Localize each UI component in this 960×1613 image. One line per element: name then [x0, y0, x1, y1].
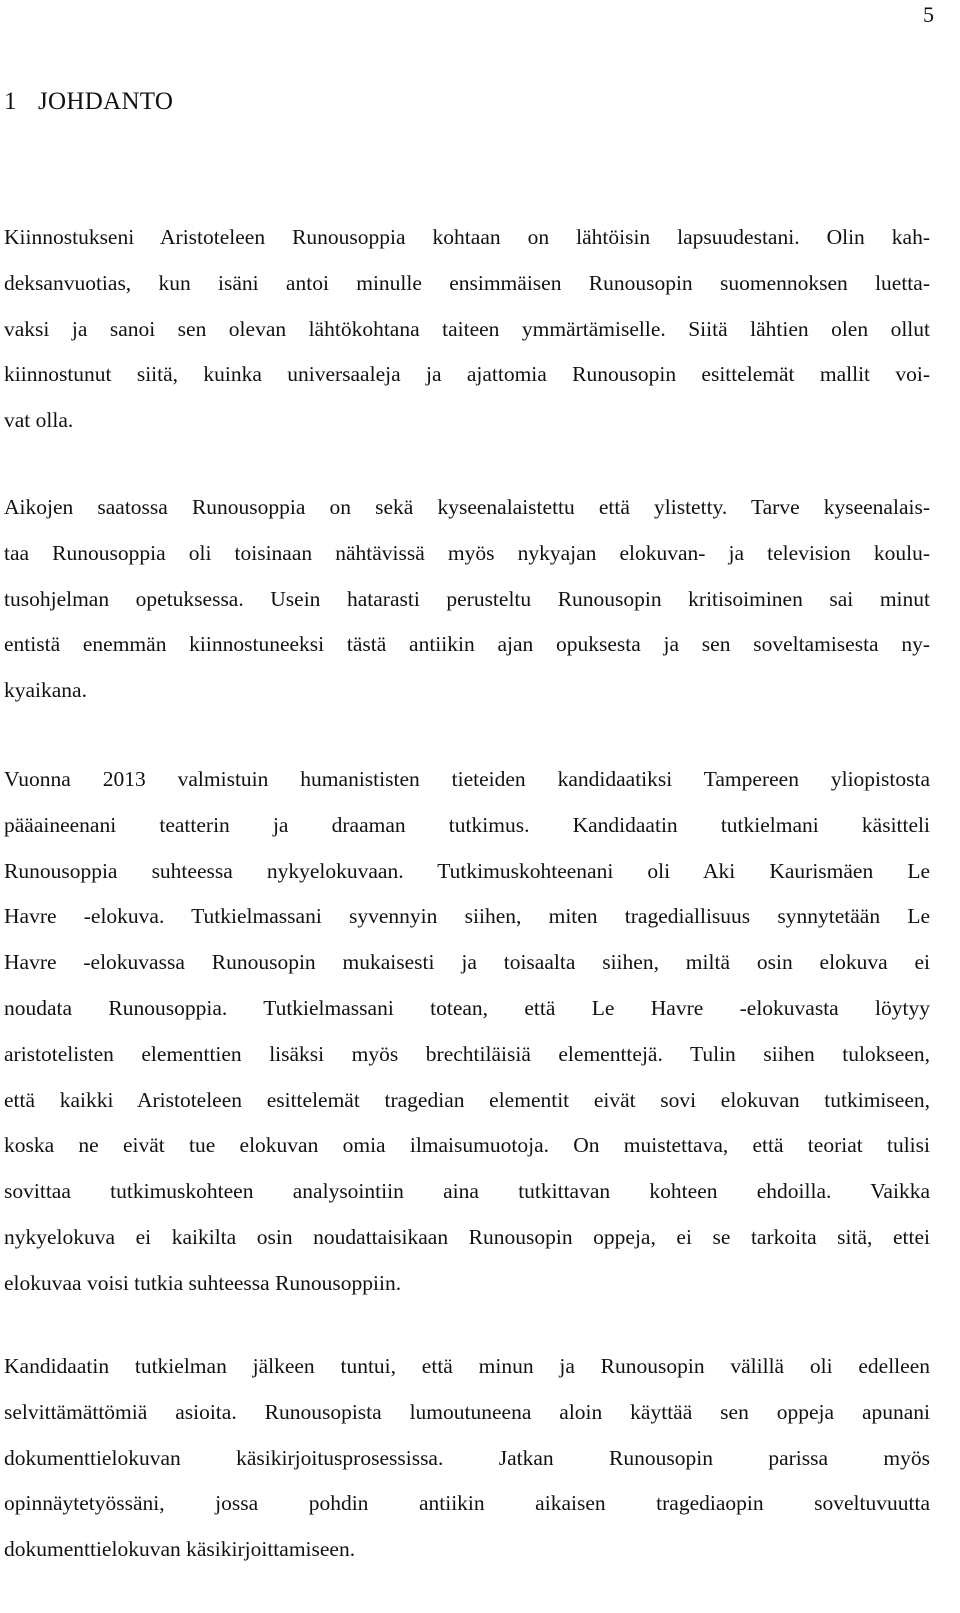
- text-line: että kaikki Aristoteleen esittelemät tragedian elementit eivät sovi elokuvan tutkimiseen,: [4, 1087, 930, 1112]
- text-line: Vuonna 2013 valmistuin humanististen tieteiden kandidaatiksi Tampereen yliopistosta: [4, 767, 930, 791]
- text-line: selvittämättömiä asioita. Runousopista lumoutuneena aloin käyttää sen oppeja apunani: [4, 1399, 930, 1424]
- text-line: koska ne eivät tue elokuvan omia ilmaisumuotoja. On muistettava, että teoriat tulisi: [4, 1133, 930, 1158]
- chapter-heading: [4, 86, 173, 118]
- text-line: dokumenttielokuvan käsikirjoittamiseen.: [4, 1537, 356, 1562]
- text-line: vat olla.: [4, 408, 74, 433]
- text-line: vaksi ja sanoi sen olevan lähtökohtana taiteen ymmärtämiselle. Siitä lähtien olen ollut: [4, 316, 930, 341]
- paragraph-4: [4, 1344, 930, 1573]
- text-line: Runousoppia suhteessa nykyelokuvaan. Tutkimuskohteenani oli Aki Kaurismäen Le: [4, 858, 930, 883]
- paragraph-3: [4, 757, 930, 1307]
- text-line: Kiinnostukseni Aristoteleen Runousoppia kohtaan on lähtöisin lapsuudestani. Olin kah-: [4, 225, 930, 249]
- text-line: noudata Runousoppia. Tutkielmassani totean, että Le Havre -elokuvasta löytyy: [4, 995, 930, 1020]
- text-line: kyaikana.: [4, 678, 87, 703]
- text-line: aristotelisten elementtien lisäksi myös brechtiläisiä elementtejä. Tulin siihen tulokseen,: [4, 1041, 930, 1066]
- text-line: Kandidaatin tutkielman jälkeen tuntui, että minun ja Runousopin välillä oli edelleen: [4, 1354, 930, 1378]
- paragraph-2: [4, 485, 930, 714]
- text-line: opinnäytetyössäni, jossa pohdin antiikin aikaisen tragediaopin soveltuvuutta: [4, 1491, 930, 1516]
- text-line: elokuvaa voisi tutkia suhteessa Runousoppiin.: [4, 1270, 402, 1295]
- chapter-title: JOHDANTO: [38, 88, 174, 115]
- page-number: 5: [923, 2, 934, 27]
- text-line: dokumenttielokuvan käsikirjoitusprosessissa. Jatkan Runousopin parissa myös: [4, 1445, 930, 1470]
- text-line: kiinnostunut siitä, kuinka universaaleja ja ajattomia Runousopin esittelemät mallit voi-: [4, 362, 930, 387]
- text-line: entistä enemmän kiinnostuneeksi tästä antiikin ajan opuksesta ja sen soveltamisesta ny-: [4, 632, 930, 657]
- text-line: sovittaa tutkimuskohteen analysointiin aina tutkittavan kohteen ehdoilla. Vaikka: [4, 1179, 930, 1204]
- text-line: Aikojen saatossa Runousoppia on sekä kyseenalaistettu että ylistetty. Tarve kyseenalais-: [4, 495, 930, 519]
- text-line: deksanvuotias, kun isäni antoi minulle ensimmäisen Runousopin suomennoksen luetta-: [4, 270, 930, 295]
- text-line: nykyelokuva ei kaikilta osin noudattaisikaan Runousopin oppeja, ei se tarkoita sitä, ettei: [4, 1224, 930, 1249]
- text-line: pääaineenani teatterin ja draaman tutkimus. Kandidaatin tutkielmani käsitteli: [4, 812, 930, 837]
- text-line: taa Runousoppia oli toisinaan nähtävissä myös nykyajan elokuvan- ja television koulu-: [4, 540, 930, 565]
- text-line: Havre -elokuva. Tutkielmassani syvennyin siihen, miten tragediallisuus synnytetään Le: [4, 904, 930, 929]
- chapter-number: 1: [4, 88, 17, 115]
- text-line: tusohjelman opetuksessa. Usein hatarasti perusteltu Runousopin kritisoiminen sai minut: [4, 586, 930, 611]
- paragraph-1: [4, 215, 930, 444]
- text-line: Havre -elokuvassa Runousopin mukaisesti ja toisaalta siihen, miltä osin elokuva ei: [4, 950, 930, 975]
